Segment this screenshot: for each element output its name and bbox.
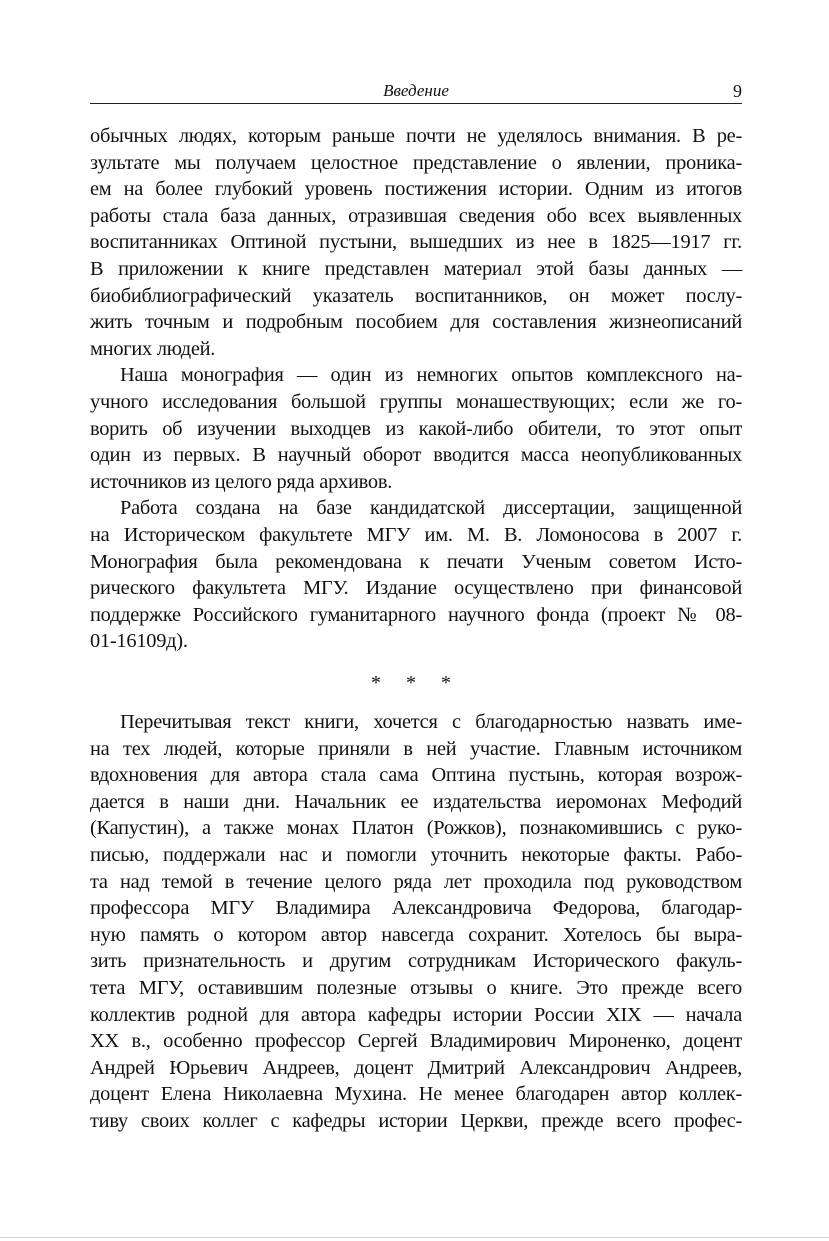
text-line: обычных людях, которым раньше почти не уделялось внимания. В ре- [90, 125, 742, 147]
text-line: на тех людей, которые приняли в ней участие. Главным источником [90, 737, 742, 760]
text-line: поддержке Российского гуманитарного научного фонда (проект № 08- [90, 603, 742, 626]
text-line: тиву своих коллег с кафедры истории Церкви, прежде всего профес- [90, 1109, 742, 1132]
text-line: писью, поддержали нас и помогли уточнить некоторые факты. Рабо- [90, 843, 742, 866]
text-line: Работа создана на базе кандидатской диссертации, защищенной [120, 497, 742, 520]
text-line: тета МГУ, оставившим полезные отзывы о книге. Это прежде всего [90, 976, 742, 999]
text-line: Перечитывая текст книги, хочется с благодарностью назвать име- [120, 711, 742, 733]
text-line: ем на более глубокий уровень постижения истории. Одним из итогов [90, 178, 742, 201]
text-line: XX в., особенно профессор Сергей Владимирович Мироненко, доцент [90, 1030, 742, 1053]
paragraph-2 [90, 362, 742, 495]
text-line: коллектив родной для автора кафедры истории России XIX — начала [90, 1003, 742, 1026]
text-line: источников из целого ряда архивов. [90, 470, 393, 493]
text-line: дается в наши дни. Начальник ее издательства иеромонах Мефодий [90, 790, 742, 813]
text-block-1 [90, 123, 742, 655]
running-header-title: Введение [383, 81, 449, 100]
text-line: доцент Елена Николаевна Мухина. Не менее благодарен автор коллек- [90, 1083, 742, 1106]
paragraph-1 [90, 123, 742, 362]
header-rule [90, 103, 742, 104]
text-line: ную память о котором автор навсегда сохранит. Хотелось бы выра- [90, 923, 742, 946]
text-line: Монография была рекомендована к печати Ученым советом Исто- [90, 550, 742, 573]
text-line: зультате мы получаем целостное представление о явлении, проника- [90, 151, 742, 174]
text-line: вдохновения для автора стала сама Оптина пустынь, которая возрож- [90, 764, 742, 787]
text-line: Наша монография — один из немногих опытов комплексного на- [120, 364, 742, 387]
text-line: (Капустин), а также монах Платон (Рожков), познакомившись с руко- [90, 817, 742, 840]
text-line: биобиблиографический указатель воспитанников, он может послу- [90, 284, 742, 307]
section-separator: * * * [371, 672, 461, 694]
page-number: 9 [733, 81, 742, 101]
text-line: многих людей. [90, 337, 216, 360]
paragraph-4 [90, 709, 742, 1135]
paragraph-3 [90, 495, 742, 655]
text-line: рического факультета МГУ. Издание осуществлено при финансовой [90, 577, 742, 600]
text-line: ворить об изучении выходцев из какой-либо обители, то этот опыт [90, 417, 742, 440]
text-line: та над темой в течение целого ряда лет проходила под руководством [90, 870, 742, 893]
text-line: профессора МГУ Владимира Александровича Федорова, благодар- [90, 897, 742, 920]
text-line: В приложении к книге представлен материал этой базы данных — [90, 257, 742, 280]
text-line: Андрей Юрьевич Андреев, доцент Дмитрий Александрович Андреев, [90, 1056, 742, 1079]
text-line: зить признательность и другим сотрудникам Исторического факуль- [90, 950, 742, 973]
text-line: учного исследования большой группы монашествующих; если же го- [90, 390, 742, 413]
text-line: 01-16109д). [90, 630, 188, 653]
page-bottom-edge [0, 1237, 829, 1238]
running-header [90, 80, 742, 102]
text-line: жить точным и подробным пособием для составления жизнеописаний [90, 311, 742, 334]
text-block-2 [90, 709, 742, 1135]
text-line: один из первых. В научный оборот вводится масса неопубликованных [90, 444, 742, 467]
text-line: воспитанниках Оптиной пустыни, вышедших из нее в 1825—1917 гг. [90, 231, 742, 254]
text-line: работы стала база данных, отразившая сведения обо всех выявленных [90, 204, 742, 227]
text-line: на Историческом факультете МГУ им. М. В. Ломоносова в 2007 г. [90, 523, 742, 546]
